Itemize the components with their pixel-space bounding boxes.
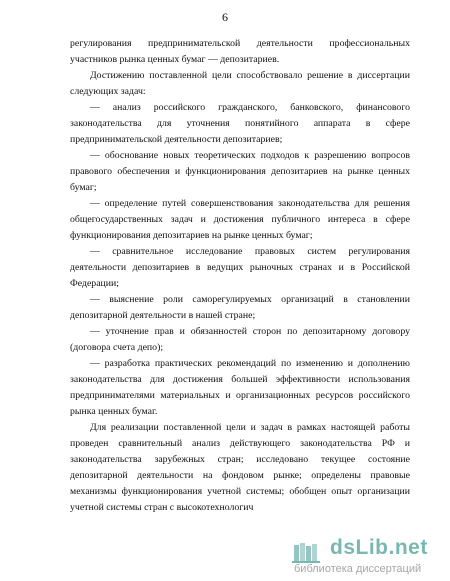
dslib-watermark[interactable] [292, 536, 448, 578]
books-icon [292, 541, 322, 563]
paragraph: Для реализации поставленной цели и задач в рамках настоящей работы проведен сравнительный анализ действующего законодательства РФ и законодательства зарубежных стран; исследовано текущее состояние депозитарной деятельности на фондовом рынке; определены правовые механизмы функционирования учетной системы; обобщен опыт организации учетной системы стран с высокотехнологич [70, 422, 410, 513]
watermark-brand: dsLib.net [330, 536, 428, 559]
task-item: — выяснение роли саморегулируемых организаций в становлении депозитарной деятельности в нашей стране; [70, 294, 410, 321]
task-item: — уточнение прав и обязанностей сторон по депозитарному договору (договора счета депо); [70, 326, 410, 353]
watermark-subtitle: библиотека диссертаций [294, 563, 422, 575]
task-item: — сравнительное исследование правовых систем регулирования деятельности депозитариев в ведущих рыночных странах и в Российской Федерации; [70, 246, 410, 289]
paragraph: регулирования предпринимательской деятельности профессиональных участников рынка ценных бумаг — депозитариев. [70, 38, 410, 65]
task-item: — обоснование новых теоретических подходов к разрешению вопросов правового обеспечения и функционирования депозитариев на рынке ценных бумаг; [70, 150, 410, 193]
task-item: — анализ российского гражданского, банковского, финансового законодательства для уточнения понятийного аппарата в сфере предпринимательской деятельности депозитариев; [70, 102, 410, 145]
paragraph: Достижению поставленной цели способствовало решение в диссертации следующих задач: [70, 70, 410, 97]
document-body [70, 36, 410, 516]
task-item: — разработка практических рекомендаций по изменению и дополнению законодательства для достижения большей эффективности использования предпринимателями материальных и организационных ресурсов российского рынка ценных бумаг. [70, 358, 410, 417]
task-item: — определение путей совершенствования законодательства для решения общегосударственных задач и достижения публичного интереса в сфере функционирования депозитариев на рынке ценных бумаг; [70, 198, 410, 241]
page-number: 6 [222, 10, 228, 24]
